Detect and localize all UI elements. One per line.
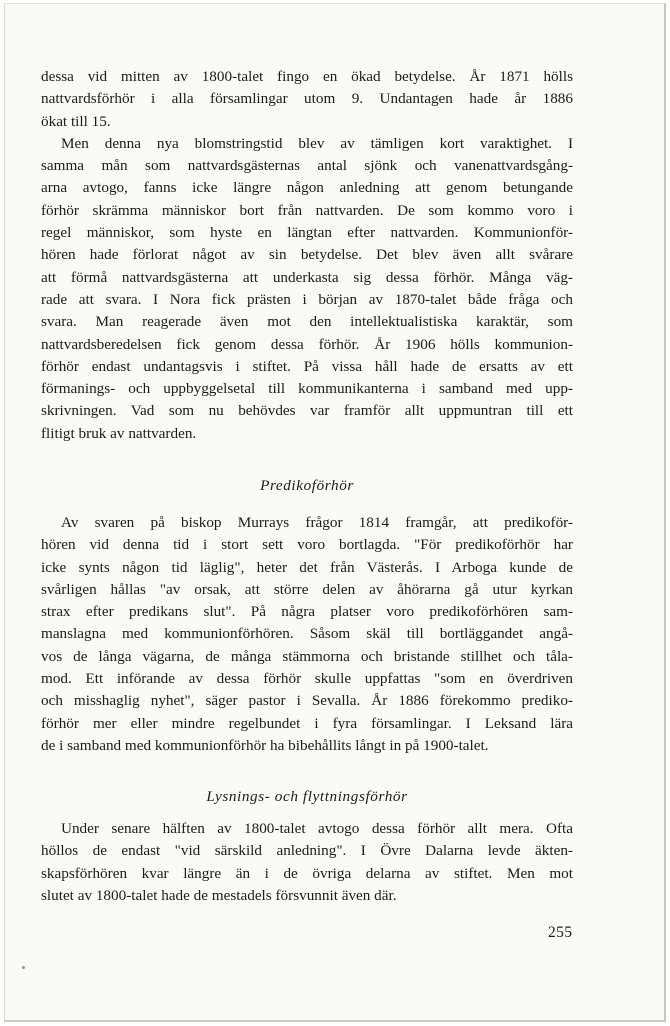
text-line: höllos de endast "vid särskild anledning". I Övre Dalarna levde äkten- xyxy=(41,842,573,860)
text-line: ökat till 15. xyxy=(41,112,111,130)
text-line: förhör skrämma människor bort från nattvarden. De som kommo voro i xyxy=(41,201,573,219)
text-line: Men denna nya blomstringstid blev av tämligen kort varaktighet. I xyxy=(61,134,573,152)
text-line: och misshaglig nyhet", säger pastor i Sevalla. År 1886 förekommo prediko- xyxy=(41,692,573,710)
text-line: att förmå nattvardsgästerna att underkasta sig dessa förhör. Många väg- xyxy=(41,268,573,286)
text-line: icke synts någon tid läglig", heter det från Västerås. I Arboga kunde de xyxy=(41,558,573,576)
text-line: nattvardsförhör i alla församlingar utom 9. Undantagen hade år 1886 xyxy=(41,90,573,108)
text-line: samma mån som nattvardsgästernas antal sjönk och vanenattvardsgång- xyxy=(41,157,573,175)
text-line: förmanings- och uppbyggelsetal till kommunikanterna i samband med upp- xyxy=(41,380,573,398)
text-line: förhör endast undantagsvis i stiftet. På vissa håll hade de ersatts av ett xyxy=(41,357,573,375)
page-number: 255 xyxy=(548,924,573,941)
text-line: hören hade förlorat något av sin betydelse. Det blev även allt svårare xyxy=(41,246,573,264)
paragraph-nattvardsforhor xyxy=(41,66,573,445)
text-line: strax efter predikans slut". På några platser voro predikoförhören sam- xyxy=(41,603,573,621)
section-heading-lysningsforhor: Lysnings- och flyttningsförhör xyxy=(206,788,408,805)
text-line: slutet av 1800-talet hade de mestadels försvunnit även där. xyxy=(41,886,397,904)
text-line: dessa vid mitten av 1800-talet fingo en ökad betydelse. År 1871 hölls xyxy=(41,68,573,85)
paragraph-lysningsforhor xyxy=(41,818,573,907)
text-line: rade att svara. I Nora fick prästen i början av 1870-talet både fråga och xyxy=(41,290,573,308)
text-line: hören vid denna tid i stort sett voro bortlagda. "För predikoförhör har xyxy=(41,536,573,554)
text-line: mod. Ett införande av dessa förhör skulle uppfattas "som en överdriven xyxy=(41,670,573,688)
text-line: svara. Man reagerade även mot den intellektualistiska karaktär, som xyxy=(41,313,573,331)
text-line: manslagna med kommunionförhören. Såsom skäl till bortläggandet angå- xyxy=(41,625,573,643)
text-line: förhör mer eller mindre regelbundet i fyra församlingar. I Leksand lära xyxy=(41,714,573,732)
text-line: de i samband med kommunionförhör ha bibehållits långt in på 1900-talet. xyxy=(41,736,489,754)
text-line: flitigt bruk av nattvarden. xyxy=(41,424,197,442)
text-line: Under senare hälften av 1800-talet avtogo dessa förhör allt mera. Ofta xyxy=(61,820,573,837)
section-heading-predikoforhor: Predikoförhör xyxy=(260,477,354,494)
paper-speck xyxy=(22,966,25,969)
text-line: skapsförhören kvar längre än i de övriga delarna av stiftet. Men mot xyxy=(41,864,573,882)
text-line: regel människor, som hyste en längtan efter nattvarden. Kommunionför- xyxy=(41,224,573,242)
text-line: arna avtogo, fanns icke längre någon anledning att genom betungande xyxy=(41,179,573,197)
text-line: skrivningen. Vad som nu behövdes var framför allt uppmuntran till ett xyxy=(41,402,573,420)
text-line: Av svaren på biskop Murrays frågor 1814 framgår, att predikoför- xyxy=(61,514,573,531)
text-line: nattvardsberedelsen fick genom dessa förhör. År 1906 hölls kommunion- xyxy=(41,335,573,353)
paragraph-predikoforhor xyxy=(41,512,573,757)
text-line: vos de långa vägarna, de många stämmorna och bristande stillhet och tåla- xyxy=(41,647,573,665)
text-line: svårligen hållas "av orsak, att större delen av åhörarna gå utur kyrkan xyxy=(41,580,573,598)
